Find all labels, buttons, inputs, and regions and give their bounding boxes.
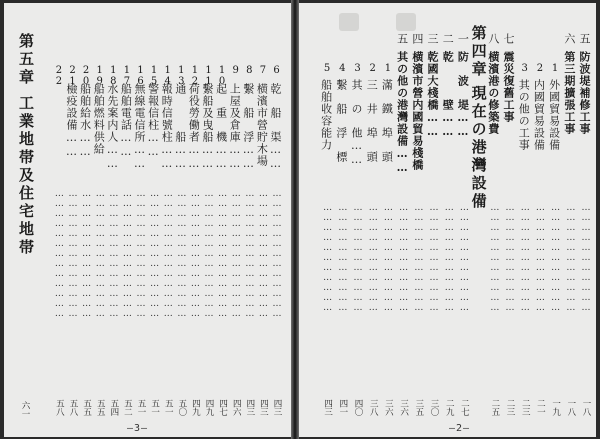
entry-title: 船舶收容能力 (319, 79, 333, 151)
leader-dots: ………………………………… (272, 189, 282, 319)
page-folio: —2— (449, 423, 471, 434)
entry-number: 6 (271, 65, 282, 76)
entry-title: 荷役勞働者…… (187, 83, 201, 171)
chapter-title: 工業地帯及住宅地帯 (17, 95, 35, 257)
leader-dots: ………………………………… (68, 189, 78, 319)
entry-title: 繫 船 浮…… (241, 83, 255, 171)
entry-number: 5 (321, 63, 333, 74)
leader-dots: …………………………… (550, 203, 561, 313)
entry-page-number: 四三 (272, 399, 282, 416)
entry-number: 五 (578, 33, 591, 45)
entry-title: 横濱港の修築費 (486, 51, 500, 135)
entry-number: 七 (502, 33, 515, 45)
chapter-heading: 第四章 (469, 25, 488, 79)
entry-number: 四 (410, 33, 424, 45)
leader-dots: …………………………… (383, 203, 394, 313)
entry-page-number: 二三 (520, 399, 531, 416)
entry-number: 16 (135, 65, 146, 87)
entry-page-number: 五五 (95, 399, 106, 416)
entry-page-number: 三六 (383, 399, 394, 416)
entry-title: 起 重 機…… (214, 83, 228, 171)
entry-page-number: 二九 (444, 399, 455, 416)
entry-page-number: 一九 (550, 399, 561, 416)
entry-title: 繫船及曳船…… (201, 83, 214, 171)
entry-title: 其 の 他…… (350, 79, 363, 167)
leader-dots: …………………………… (368, 203, 379, 313)
leader-dots: ………………………………… (217, 189, 228, 319)
leader-dots: ………………………………… (122, 189, 133, 319)
leader-dots: …………………………… (413, 203, 424, 313)
entry-number: 9 (230, 65, 242, 76)
entry-title: 通 船…… (173, 83, 187, 171)
chapter-title: 現在の港灣設備 (469, 85, 488, 211)
leader-dots: …………………………… (322, 203, 333, 313)
entry-page-number: 四一 (337, 399, 348, 416)
entry-number: 3 (519, 63, 531, 74)
entry-page-number: 五一 (163, 399, 174, 416)
entry-title: 三 井 埠 頭 (365, 79, 379, 163)
entry-page-number: 三〇 (429, 399, 439, 416)
left-page (4, 3, 291, 437)
leader-dots: …………………………… (489, 203, 500, 313)
entry-title: 外國貿易設備 (547, 79, 561, 151)
entry-page-number: 四〇 (353, 399, 363, 416)
leader-dots: ………………………………… (190, 189, 201, 319)
entry-title: 警報信柱…… (146, 83, 160, 159)
entry-number: 21 (67, 65, 78, 87)
entry-number: 11 (203, 65, 214, 87)
leader-dots: ………………………………… (204, 189, 214, 319)
entry-title: 防波堤補修工事 (578, 51, 591, 135)
leader-dots: ………………………………… (244, 189, 255, 319)
entry-title: 繫 船 浮 標 (334, 79, 348, 163)
entry-title: 上屋及倉庫…… (228, 83, 242, 171)
entry-page-number: 三六 (398, 399, 409, 416)
entry-number: 7 (257, 65, 269, 76)
entry-number: 14 (162, 65, 174, 87)
entry-title: 船舶電話…… (119, 83, 133, 159)
entry-page-number: 三五 (413, 399, 424, 416)
entry-number: 1 (382, 63, 394, 74)
entry-page-number: 三八 (368, 399, 379, 416)
entry-number: 13 (175, 65, 187, 87)
leader-dots: ………………………………… (149, 189, 160, 319)
entry-page-number: 二五 (489, 399, 500, 416)
entry-title: 其の他の港灣設備…… (395, 51, 409, 175)
entry-page-number: 五一 (136, 399, 146, 416)
entry-page-number: 五二 (122, 399, 133, 416)
leader-dots: ………………………………… (108, 189, 119, 319)
entry-page-number: 二七 (459, 399, 470, 416)
entry-page-number: 五五 (81, 399, 92, 416)
entry-page-number: 一八 (565, 399, 576, 416)
entry-page-number: 五〇 (176, 399, 187, 416)
entry-number: 3 (352, 63, 363, 74)
entry-title: 乾 船 渠…… (269, 83, 282, 171)
entry-number: 18 (107, 65, 119, 87)
entry-number: 三 (426, 33, 439, 45)
leader-dots: …………………………… (429, 203, 439, 313)
entry-page-number: 二三 (505, 399, 515, 416)
entry-title: 水先案内人…… (105, 83, 119, 171)
entry-page-number: 四三 (258, 399, 269, 416)
entry-page-number: 四九 (190, 399, 201, 416)
leader-dots: ………………………………… (163, 189, 174, 319)
leader-dots: ………………………………… (95, 189, 106, 319)
leader-dots: ………………………………… (54, 189, 65, 319)
right-page (299, 3, 596, 437)
page-folio: —3— (127, 423, 149, 434)
entry-number: 2 (367, 63, 379, 74)
leader-dots: ………………………………… (81, 189, 92, 319)
leader-dots: ………………………………… (231, 189, 242, 319)
entry-title: 横濱市營内國貿易棧橋 (410, 51, 424, 171)
entry-number: 12 (189, 65, 201, 87)
entry-title: 防 波 堤…… (456, 51, 470, 139)
entry-title: 其の他の工事 (517, 79, 531, 151)
entry-page-number: 五一 (149, 399, 160, 416)
leader-dots: …………………………… (337, 203, 348, 313)
entry-title: 滿 鐵 埠 頭 (380, 79, 394, 163)
entry-number: 20 (80, 65, 92, 87)
entry-number: 8 (243, 65, 255, 76)
leader-dots: …………………………… (398, 203, 409, 313)
entry-page-number: 五八 (54, 399, 65, 416)
entry-page-number: 四七 (217, 399, 228, 416)
entry-title: 震災復舊工事 (502, 51, 515, 123)
entry-title: 横濱市營貯木場 (255, 83, 269, 167)
leader-dots: …………………………… (565, 203, 576, 313)
leader-dots: …………………………… (444, 203, 455, 313)
leader-dots: …………………………… (520, 203, 531, 313)
entry-title: 第三期擴張工事 (562, 51, 576, 135)
entry-number: 15 (148, 65, 160, 87)
entry-number: 19 (94, 65, 106, 87)
book-gutter (291, 0, 299, 439)
leader-dots: ………………………………… (176, 189, 187, 319)
entry-page-number: 四三 (322, 399, 333, 416)
faded-stamp-mark (339, 13, 359, 31)
entry-number: 22 (53, 65, 65, 87)
entry-title: 檢疫設備…… (65, 83, 78, 159)
entry-page-number: 四三 (244, 399, 255, 416)
entry-title: 内國貿易設備 (532, 79, 546, 151)
entry-title: 無線電信所…… (133, 83, 146, 171)
leader-dots: ………………………………… (258, 189, 269, 319)
leader-dots: …………………………… (505, 203, 515, 313)
entry-number: 17 (121, 65, 133, 87)
entry-number: 五 (395, 33, 409, 45)
entry-title: 船舶給水…… (78, 83, 92, 159)
leader-dots: …………………………… (459, 203, 470, 313)
leader-dots: …………………………… (581, 203, 591, 313)
leader-dots: ………………………………… (136, 189, 146, 319)
entry-number: 4 (336, 63, 348, 74)
entry-page-number: 四九 (204, 399, 214, 416)
faded-stamp-mark (396, 13, 416, 31)
entry-number: 一 (456, 33, 470, 45)
entry-title: 船舶燃料供給 (92, 83, 106, 155)
entry-number: 1 (549, 63, 561, 74)
entry-page-number: 一八 (581, 399, 591, 416)
chapter-heading: 第五章 (17, 33, 35, 87)
entry-number: 10 (216, 65, 228, 87)
entry-page-number: 五四 (108, 399, 119, 416)
entry-title: 乾國大棧橋…… (426, 51, 439, 139)
leader-dots: …………………………… (353, 203, 363, 313)
entry-number: 二 (441, 33, 455, 45)
entry-number: 六 (562, 33, 576, 45)
entry-page-number: 二一 (535, 399, 546, 416)
entry-title: 報時信號柱…… (160, 83, 174, 171)
entry-number: 八 (486, 33, 500, 45)
entry-page-number: 五八 (68, 399, 78, 416)
entry-title: 乾 壁…… (441, 51, 455, 139)
trailing-page-number: 六一 (20, 401, 30, 418)
leader-dots: …………………………… (535, 203, 546, 313)
entry-number: 2 (534, 63, 546, 74)
entry-page-number: 四六 (231, 399, 242, 416)
